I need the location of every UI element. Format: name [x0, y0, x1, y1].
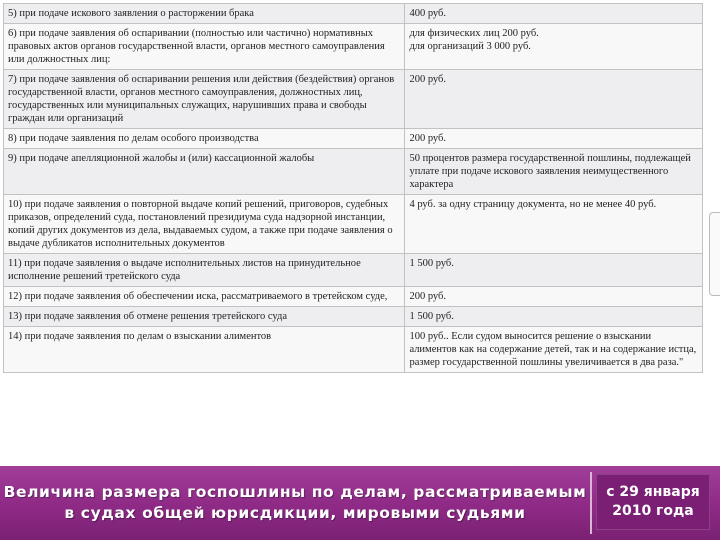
table-row	[4, 24, 703, 70]
table-row	[4, 129, 703, 149]
fee-amount: 1 500 руб.	[405, 307, 703, 327]
fee-table-container	[3, 3, 703, 373]
table-row	[4, 4, 703, 24]
fee-item: 10) при подаче заявления о повторной выдаче копий решений, приговоров, судебных приказов, определений суда, постановлений президиума суда надзорной инстанции, копий других документов из дела, выдаваемых судом, а также при подаче заявления о выдаче дубликатов исполнительных документов	[4, 195, 405, 254]
table-row	[4, 307, 703, 327]
fee-amount: 400 руб.	[405, 4, 703, 24]
side-tab-icon	[709, 212, 720, 296]
fee-item: 11) при подаче заявления о выдаче исполнительных листов на принудительное исполнение решений третейского суда	[4, 254, 405, 287]
fee-item: 5) при подаче искового заявления о расторжении брака	[4, 4, 405, 24]
table-row	[4, 327, 703, 373]
banner-title: Величина размера госпошлины по делам, рассматриваемым в судах общей юрисдикции, мировыми судьями	[3, 483, 587, 522]
fee-amount: 200 руб.	[405, 70, 703, 129]
fee-item: 7) при подаче заявления об оспаривании решения или действия (бездействия) органов государственной власти, органов местного самоуправления, должностных лиц, государственных или муниципальных служащих, нарушивших права и свободы граждан или организаций	[4, 70, 405, 129]
fee-amount: 200 руб.	[405, 287, 703, 307]
fee-amount: 200 руб.	[405, 129, 703, 149]
fee-amount: 100 руб.. Если судом выносится решение о взыскании алиментов как на содержание детей, так и на содержание истца, размер государственной пошлины увеличивается в два раза."	[405, 327, 703, 373]
fee-table	[3, 3, 703, 373]
table-row	[4, 287, 703, 307]
fee-item: 6) при подаче заявления об оспаривании (полностью или частично) нормативных правовых актов органов государственной власти, органов местного самоуправления или должностных лиц:	[4, 24, 405, 70]
table-row	[4, 195, 703, 254]
fee-item: 13) при подаче заявления об отмене решения третейского суда	[4, 307, 405, 327]
title-banner	[0, 466, 720, 540]
fee-amount: 1 500 руб.	[405, 254, 703, 287]
fee-item: 8) при подаче заявления по делам особого производства	[4, 129, 405, 149]
table-row	[4, 70, 703, 129]
table-row	[4, 254, 703, 287]
fee-item: 9) при подаче апелляционной жалобы и (или) кассационной жалобы	[4, 149, 405, 195]
fee-amount: для физических лиц 200 руб. для организаций 3 000 руб.	[405, 24, 703, 70]
table-row	[4, 149, 703, 195]
banner-divider	[590, 472, 592, 534]
fee-amount: 50 процентов размера государственной пошлины, подлежащей уплате при подаче искового заявления неимущественного характера	[405, 149, 703, 195]
fee-amount: 4 руб. за одну страницу документа, но не менее 40 руб.	[405, 195, 703, 254]
fee-item: 12) при подаче заявления об обеспечении иска, рассматриваемого в третейском суде,	[4, 287, 405, 307]
effective-date-badge: с 29 января 2010 года	[596, 474, 710, 530]
fee-item: 14) при подаче заявления по делам о взыскании алиментов	[4, 327, 405, 373]
